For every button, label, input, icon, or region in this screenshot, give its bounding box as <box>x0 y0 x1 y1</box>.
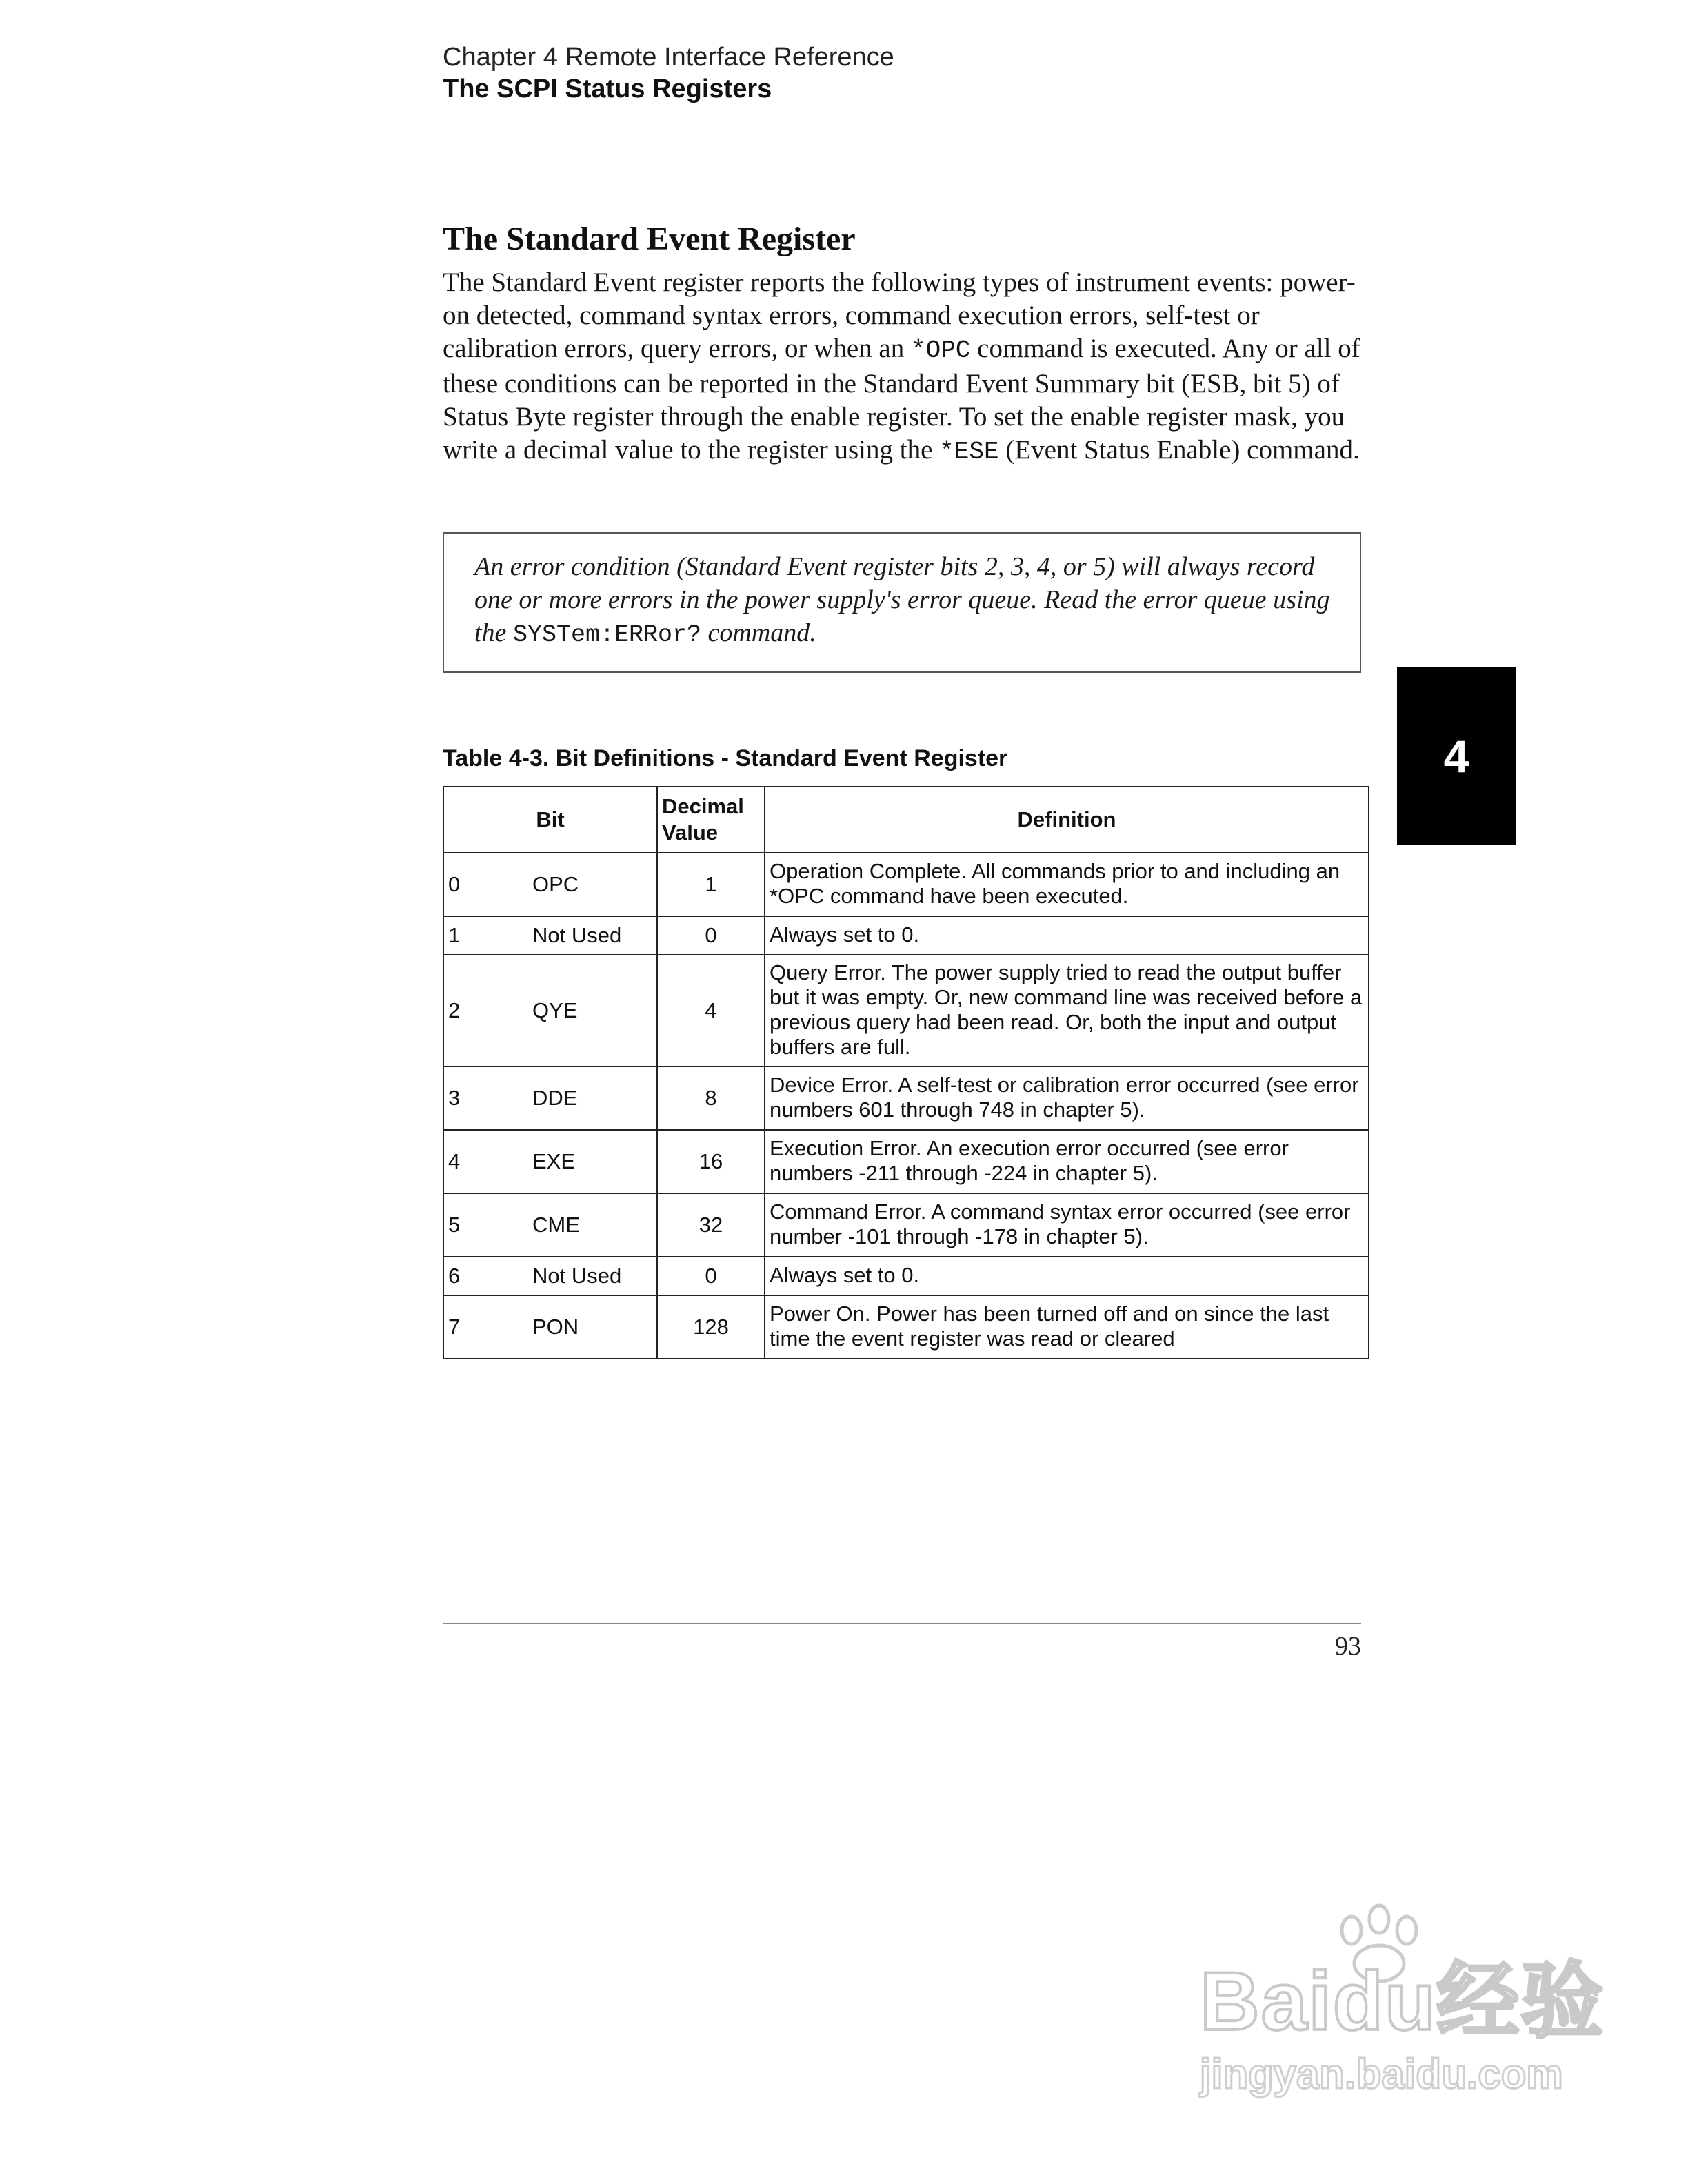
bit-number: 4 <box>448 1149 461 1173</box>
bit-cell <box>443 955 657 1066</box>
table-row <box>443 955 1369 1066</box>
bit-mnemonic: DDE <box>532 1086 578 1110</box>
table-row <box>443 916 1369 955</box>
definition: Always set to 0. <box>765 1257 1369 1295</box>
bit-number: 2 <box>448 998 461 1022</box>
bit-cell <box>443 853 657 916</box>
bit-mnemonic: PON <box>532 1315 579 1339</box>
table-row <box>443 1130 1369 1193</box>
running-header <box>443 41 894 105</box>
baidu-watermark <box>1186 1903 1605 2110</box>
decimal-value: 128 <box>657 1295 765 1359</box>
bit-cell <box>443 1066 657 1130</box>
bit-mnemonic: QYE <box>532 998 578 1022</box>
note-text <box>474 550 1346 651</box>
bit-mnemonic: Not Used <box>532 1264 622 1288</box>
bit-mnemonic: Not Used <box>532 923 622 947</box>
bit-cell <box>443 1193 657 1257</box>
bit-mnemonic: CME <box>532 1213 580 1237</box>
bit-number: 1 <box>448 923 461 947</box>
table-row <box>443 1295 1369 1359</box>
bit-cell <box>443 1295 657 1359</box>
bit-mnemonic: OPC <box>532 872 579 896</box>
bit-number: 5 <box>448 1213 461 1237</box>
bit-cell <box>443 1130 657 1193</box>
definition: Execution Error. An execution error occurred (see error numbers -211 through -224 in chapter 5). <box>765 1130 1369 1193</box>
opc-command: *OPC <box>910 336 971 365</box>
decimal-value: 32 <box>657 1193 765 1257</box>
decimal-value: 4 <box>657 955 765 1066</box>
bit-number: 3 <box>448 1086 461 1110</box>
decimal-value: 8 <box>657 1066 765 1130</box>
bit-number: 7 <box>448 1315 461 1339</box>
definition: Device Error. A self-test or calibration error occurred (see error numbers 601 through 748 in chapter 5). <box>765 1066 1369 1130</box>
bit-number: 6 <box>448 1264 461 1288</box>
watermark-logo: Baidu经验 <box>1200 1955 1605 2048</box>
decimal-value: 0 <box>657 916 765 955</box>
table-row <box>443 853 1369 916</box>
intro-text-1: The Standard Event register reports the following types of instrument events: power-on detected, command syntax errors, command execution errors, self-test or calibration errors, query errors, or when an <box>443 267 1356 363</box>
intro-text-2: command is executed. Any or all of these conditions can be reported in the Standard Event Summary bit (ESB, bit 5) of Status Byte register through the enable register. To set the enable register mask, you write a decimal value to the register using the <box>443 334 1360 465</box>
page-title: The Standard Event Register <box>443 221 856 257</box>
intro-paragraph <box>443 266 1374 469</box>
definition: Always set to 0. <box>765 916 1369 955</box>
chapter-heading: Chapter 4 Remote Interface Reference <box>443 43 894 72</box>
page-number: 93 <box>1335 1632 1361 1661</box>
definition: Power On. Power has been turned off and on since the last time the event register was read or cleared <box>765 1295 1369 1359</box>
table-row <box>443 1066 1369 1130</box>
table-header-row <box>443 787 1369 853</box>
definition: Operation Complete. All commands prior to and including an *OPC command have been executed. <box>765 853 1369 916</box>
note-text-2: command. <box>701 618 816 647</box>
header-definition: Definition <box>765 787 1369 853</box>
intro-text-3: (Event Status Enable) command. <box>998 435 1360 465</box>
ese-command: *ESE <box>939 438 999 466</box>
decimal-value: 16 <box>657 1130 765 1193</box>
table-row <box>443 1257 1369 1295</box>
bit-cell <box>443 1257 657 1295</box>
syst-err-command: SYSTem:ERRor? <box>512 621 701 649</box>
table-row <box>443 1193 1369 1257</box>
definition: Query Error. The power supply tried to read the output buffer but it was empty. Or, new command line was received before a previous query had been read. Or, both the input and output buffers are full. <box>765 955 1369 1066</box>
table-caption: Table 4-3. Bit Definitions - Standard Event Register <box>443 745 1008 771</box>
bit-number: 0 <box>448 872 461 896</box>
header-bit: Bit <box>443 787 657 853</box>
note-box <box>443 532 1361 673</box>
note-text-1: An error condition (Standard Event register bits 2, 3, 4, or 5) will always record one or more errors in the power supply's error queue. Read the error queue using the <box>474 552 1330 647</box>
definition: Command Error. A command syntax error occurred (see error number -101 through -178 in chapter 5). <box>765 1193 1369 1257</box>
bit-cell <box>443 916 657 955</box>
decimal-value: 0 <box>657 1257 765 1295</box>
bit-mnemonic: EXE <box>532 1149 576 1173</box>
chapter-tab: 4 <box>1397 667 1516 845</box>
header-decimal-value: Decimal Value <box>657 787 765 853</box>
watermark-url: jingyan.baidu.com <box>1200 2051 1563 2097</box>
bit-definitions-table <box>443 786 1369 1359</box>
section-heading: The SCPI Status Registers <box>443 74 772 103</box>
footer-rule <box>443 1623 1361 1624</box>
decimal-value: 1 <box>657 853 765 916</box>
